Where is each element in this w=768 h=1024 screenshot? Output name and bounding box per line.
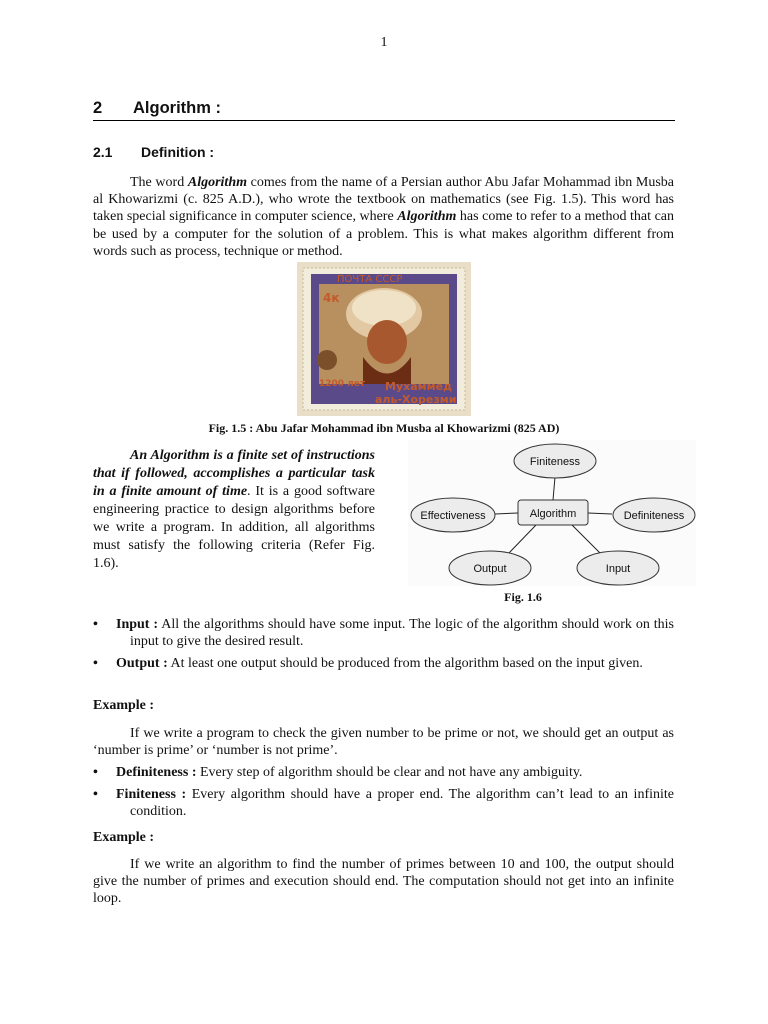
bullet-symbol: • <box>93 765 98 780</box>
stamp-image <box>297 262 471 416</box>
definition-term-2: Algorithm <box>397 209 457 225</box>
subsection-title: Definition : <box>141 144 215 160</box>
effectiveness-label: Effectiveness <box>420 510 486 522</box>
finiteness-label: Finiteness <box>529 456 581 468</box>
algorithm-label: Algorithm <box>529 508 577 520</box>
bullet-symbol: • <box>93 787 98 802</box>
stamp-year: 1200 лет <box>319 379 366 389</box>
definition-text-1: The word <box>130 175 188 190</box>
fig-1-6-caption: Fig. 1.6 <box>504 590 542 604</box>
section-heading <box>93 99 675 121</box>
algorithm-definition-paragraph <box>93 447 375 573</box>
stamp-name-line1: Мухаммед <box>385 380 452 393</box>
page-number: 1 <box>380 35 388 50</box>
definition-paragraph <box>93 174 674 260</box>
definiteness-label: Definiteness <box>623 510 685 522</box>
bullet-text: All the algorithms should have some input. The logic of the algorithm should work on this input to give the desired result. <box>130 617 674 649</box>
bullet-term: Output : <box>116 656 168 671</box>
bullet-finiteness <box>93 786 674 820</box>
algorithm-definition-rest: . It is a good software engineering practice to design algorithms before we write a program. In addition, all algorithms must satisfy the following criteria (Refer Fig. 1.6). <box>93 484 375 571</box>
input-label: Input <box>605 563 631 575</box>
stamp-top-text: ПОЧТА СССР <box>337 274 403 285</box>
example-2-text: If we write an algorithm to find the number of primes between 10 and 100, the output should give the number of primes and execution should end. The computation should not get into an infinite loop. <box>93 857 674 907</box>
stamp-value: 4к <box>323 291 340 305</box>
bullet-term: Input : <box>116 617 159 632</box>
section-number: 2 <box>93 99 103 117</box>
definition-term-1: Algorithm <box>187 175 247 190</box>
bullet-definiteness <box>93 764 674 781</box>
criteria-diagram <box>408 440 696 586</box>
subsection-heading <box>93 144 214 160</box>
bullet-symbol: • <box>93 617 98 632</box>
subsection-number: 2.1 <box>93 144 113 160</box>
output-label: Output <box>473 563 507 575</box>
stamp-name-line2: аль-Хорезми <box>375 393 457 406</box>
example-2-label: Example : <box>93 830 155 845</box>
bullet-input <box>93 616 674 650</box>
algorithm-definition-bold: An Algorithm is a finite set of instructions that if followed, accomplishes a particular task in a finite amount of time <box>93 448 375 499</box>
bullet-text: At least one output should be produced from the algorithm based on the input given. <box>167 656 643 671</box>
bullet-text: Every algorithm should have a proper end. The algorithm can’t lead to an infinite condition. <box>130 787 674 819</box>
bullet-symbol: • <box>93 656 98 671</box>
definition-text-3: has come to refer to a method that can be used by a computer for the solution of a problem. This is what makes algorithm different from words such as process, technique or method. <box>93 209 674 259</box>
fig-1-5-caption: Fig. 1.5 : Abu Jafar Mohammad ibn Musba al Khowarizmi (825 AD) <box>208 421 560 435</box>
bullet-output <box>93 655 674 672</box>
definition-text-2: comes from the name of a Persian author Abu Jafar Mohammad ibn Musba al Khowarizmi (c. 825 A.D.), who wrote the textbook on mathematics (see Fig. 1.5). This word has taken special significance in computer science, where <box>93 175 674 225</box>
example-1-label: Example : <box>93 698 155 713</box>
bullet-term: Definiteness : <box>116 765 197 780</box>
bullet-text: Every step of algorithm should be clear and not have any ambiguity. <box>196 765 583 780</box>
section-title: Algorithm : <box>133 99 221 117</box>
example-1-text: If we write a program to check the given number to be prime or not, we should get an output as ‘number is prime’ or ‘number is not prime’. <box>93 726 674 759</box>
bullet-term: Finiteness : <box>116 787 187 802</box>
